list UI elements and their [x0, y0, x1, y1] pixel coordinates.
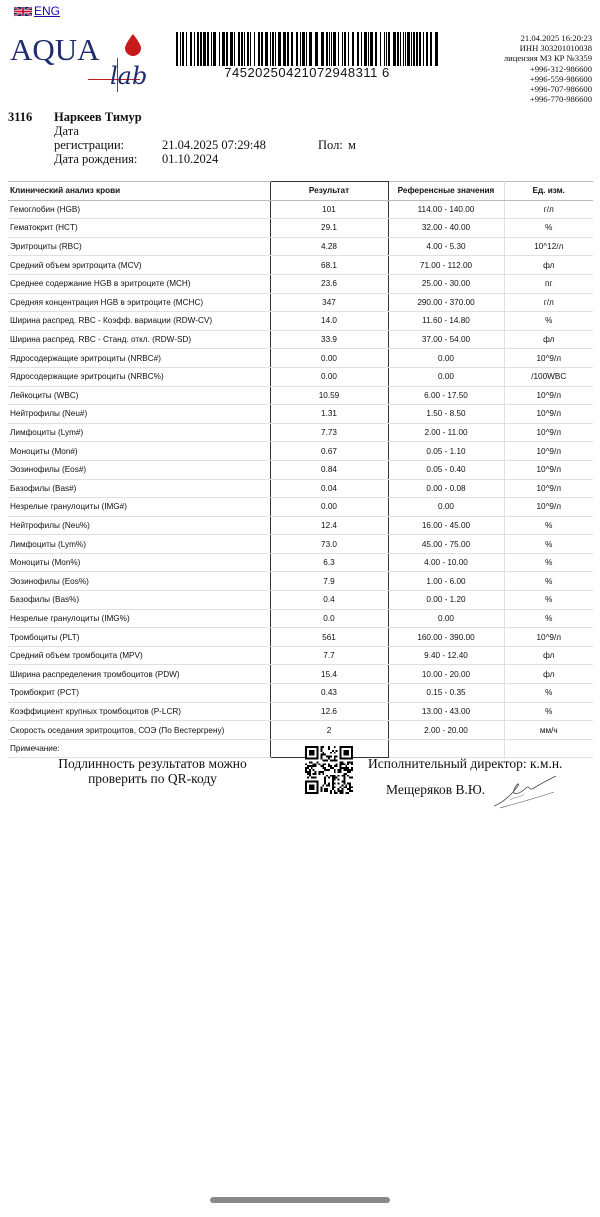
result-cell: 0.00: [270, 498, 388, 517]
unit-cell: %: [504, 702, 593, 721]
table-row: [8, 628, 593, 647]
license: лицензия МЗ КР №3359: [503, 53, 592, 64]
sex-value: м: [348, 138, 356, 152]
test-name-cell: Лимфоциты (Lym#): [8, 423, 270, 442]
result-cell: 0.00: [270, 349, 388, 368]
table-row: [8, 684, 593, 703]
unit-cell: г/л: [504, 293, 593, 312]
reference-cell: 2.00 - 11.00: [388, 423, 504, 442]
reference-cell: 0.00 - 1.20: [388, 591, 504, 610]
unit-cell: /100WBC: [504, 367, 593, 386]
test-name-cell: Базофилы (Bas#): [8, 479, 270, 498]
table-row: [8, 460, 593, 479]
result-cell: 0.67: [270, 442, 388, 461]
result-cell: 0.4: [270, 591, 388, 610]
table-row: [8, 442, 593, 461]
dob-value: 01.10.2024: [162, 152, 219, 166]
result-cell: 15.4: [270, 665, 388, 684]
registration-label: регистрации:: [54, 138, 125, 152]
table-row: [8, 237, 593, 256]
reference-cell: 25.00 - 30.00: [388, 274, 504, 293]
table-row: [8, 349, 593, 368]
reference-cell: 1.00 - 6.00: [388, 572, 504, 591]
table-row: [8, 516, 593, 535]
director-name: Мещеряков В.Ю.: [386, 782, 486, 797]
test-name-cell: Гемоглобин (HGB): [8, 200, 270, 219]
table-row: [8, 702, 593, 721]
table-header-row: [8, 182, 593, 201]
unit-cell: 10^9/л: [504, 349, 593, 368]
table-row: [8, 553, 593, 572]
language-switch[interactable]: [14, 4, 60, 18]
unit-cell: фл: [504, 256, 593, 275]
reference-cell: 114.00 - 140.00: [388, 200, 504, 219]
test-name-cell: Нейтрофилы (Neu#): [8, 405, 270, 424]
reference-cell: 0.00: [388, 498, 504, 517]
test-name-cell: Тромбокрит (PCT): [8, 684, 270, 703]
result-cell: 0.0: [270, 609, 388, 628]
test-name-cell: Скорость оседания эритроцитов, СОЭ (По Вестергрену): [8, 721, 270, 740]
unit-cell: %: [504, 684, 593, 703]
test-name-cell: Нейтрофилы (Neu%): [8, 516, 270, 535]
registration-value: 21.04.2025 07:29:48: [162, 138, 266, 152]
result-cell: 12.4: [270, 516, 388, 535]
reference-cell: 0.00 - 0.08: [388, 479, 504, 498]
reference-cell: 0.05 - 1.10: [388, 442, 504, 461]
table-row: [8, 367, 593, 386]
reference-cell: 11.60 - 14.80: [388, 312, 504, 331]
test-name-cell: Гематокрит (HCT): [8, 219, 270, 238]
unit-cell: 10^9/л: [504, 386, 593, 405]
result-cell: 7.9: [270, 572, 388, 591]
test-name-cell: Эритроциты (RBC): [8, 237, 270, 256]
test-name-cell: Ширина распределения тромбоцитов (PDW): [8, 665, 270, 684]
phone: +996-770-986600: [529, 94, 592, 105]
table-row: [8, 535, 593, 554]
reference-cell: 37.00 - 54.00: [388, 330, 504, 349]
unit-cell: фл: [504, 665, 593, 684]
result-cell: 0.04: [270, 479, 388, 498]
reference-cell: 0.00: [388, 349, 504, 368]
reference-cell: 9.40 - 12.40: [388, 646, 504, 665]
reference-cell: 160.00 - 390.00: [388, 628, 504, 647]
unit-cell: 10^9/л: [504, 423, 593, 442]
test-name-cell: Средний объем тромбоцита (MPV): [8, 646, 270, 665]
reference-cell: 6.00 - 17.50: [388, 386, 504, 405]
result-cell: 0.00: [270, 367, 388, 386]
test-name-cell: Эозинофилы (Eos#): [8, 460, 270, 479]
table-row: [8, 609, 593, 628]
table-row: [8, 572, 593, 591]
aqualab-logo: AQUA lab: [10, 32, 148, 90]
reference-cell: 10.00 - 20.00: [388, 665, 504, 684]
unit-cell: %: [504, 516, 593, 535]
blood-drop-icon: [125, 34, 141, 56]
unit-cell: мм/ч: [504, 721, 593, 740]
unit-cell: %: [504, 591, 593, 610]
table-row: [8, 665, 593, 684]
reference-cell: 13.00 - 43.00: [388, 702, 504, 721]
patient-name: Наркеев Тимур: [54, 110, 142, 124]
reference-cell: 16.00 - 45.00: [388, 516, 504, 535]
result-cell: 12.6: [270, 702, 388, 721]
test-name-cell: Лейкоциты (WBC): [8, 386, 270, 405]
test-name-cell: Примечание:: [8, 739, 270, 758]
test-name-cell: Ядросодержащие эритроциты (NRBC#): [8, 349, 270, 368]
result-cell: 347: [270, 293, 388, 312]
result-cell: 4.28: [270, 237, 388, 256]
table-row: [8, 386, 593, 405]
reference-cell: Референсные значения: [388, 182, 504, 201]
result-cell: 29.1: [270, 219, 388, 238]
unit-cell: %: [504, 572, 593, 591]
patient-id: 3116: [8, 110, 33, 124]
result-cell: 0.84: [270, 460, 388, 479]
test-name-cell: Средняя концентрация HGB в эритроците (MCHC): [8, 293, 270, 312]
test-name-cell: Среднее содержание HGB в эритроците (MCH): [8, 274, 270, 293]
unit-cell: 10^9/л: [504, 498, 593, 517]
reference-cell: 0.00: [388, 609, 504, 628]
unit-cell: пг: [504, 274, 593, 293]
unit-cell: 10^9/л: [504, 405, 593, 424]
table-row: [8, 721, 593, 740]
unit-cell: г/л: [504, 200, 593, 219]
result-cell: Результат: [270, 182, 388, 201]
sex-label: Пол:: [318, 138, 343, 152]
reference-cell: 32.00 - 40.00: [388, 219, 504, 238]
result-cell: 2: [270, 721, 388, 740]
result-cell: 33.9: [270, 330, 388, 349]
result-cell: 0.43: [270, 684, 388, 703]
qr-code[interactable]: [305, 746, 353, 794]
director-title: Исполнительный директор: к.м.н.: [368, 756, 563, 771]
unit-cell: 10^12/л: [504, 237, 593, 256]
result-cell: 10.59: [270, 386, 388, 405]
table-row: [8, 591, 593, 610]
uk-flag-icon: [14, 6, 32, 17]
test-name-cell: Моноциты (Mon%): [8, 553, 270, 572]
unit-cell: 10^9/л: [504, 628, 593, 647]
test-name-cell: Базофилы (Bas%): [8, 591, 270, 610]
table-row: [8, 646, 593, 665]
verify-note: Подлинность результатов можно проверить по QR-коду: [58, 756, 247, 786]
table-row: [8, 423, 593, 442]
table-row: [8, 219, 593, 238]
table-row: [8, 479, 593, 498]
table-row: [8, 405, 593, 424]
table-row: [8, 312, 593, 331]
test-name-cell: Ширина распред. RBC - Коэфф. вариации (RDW-CV): [8, 312, 270, 331]
signature: [490, 772, 560, 810]
table-row: [8, 330, 593, 349]
unit-cell: %: [504, 609, 593, 628]
unit-cell: 10^9/л: [504, 479, 593, 498]
result-cell: 7.73: [270, 423, 388, 442]
result-cell: 6.3: [270, 553, 388, 572]
unit-cell: фл: [504, 330, 593, 349]
unit-cell: Ед. изм.: [504, 182, 593, 201]
test-name-cell: Средний объем эритроцита (MCV): [8, 256, 270, 275]
print-datetime: 21.04.2025 16:20:23: [520, 33, 592, 43]
reference-cell: 0.15 - 0.35: [388, 684, 504, 703]
result-cell: 23.6: [270, 274, 388, 293]
reference-cell: 71.00 - 112.00: [388, 256, 504, 275]
reference-cell: 0.05 - 0.40: [388, 460, 504, 479]
table-row: [8, 256, 593, 275]
test-name-cell: Ядросодержащие эритроциты (NRBC%): [8, 367, 270, 386]
results-table: [8, 181, 593, 758]
test-name-cell: Лимфоциты (Lym%): [8, 535, 270, 554]
test-name-cell: Клинический анализ крови: [8, 182, 270, 201]
unit-cell: фл: [504, 646, 593, 665]
reference-cell: 2.00 - 20.00: [388, 721, 504, 740]
test-name-cell: Коэффициент крупных тромбоцитов (P-LCR): [8, 702, 270, 721]
phone: +996-707-986600: [529, 84, 592, 95]
result-cell: 561: [270, 628, 388, 647]
reference-cell: 1.50 - 8.50: [388, 405, 504, 424]
table-row: [8, 498, 593, 517]
reference-cell: 4.00 - 10.00: [388, 553, 504, 572]
reference-cell: 45.00 - 75.00: [388, 535, 504, 554]
lab-info: [504, 33, 592, 104]
table-row: [8, 274, 593, 293]
reference-cell: 4.00 - 5.30: [388, 237, 504, 256]
reference-cell: 290.00 - 370.00: [388, 293, 504, 312]
unit-cell: %: [504, 553, 593, 572]
test-name-cell: Тромбоциты (PLT): [8, 628, 270, 647]
table-row: [8, 293, 593, 312]
test-name-cell: Ширина распред. RBC - Станд. откл. (RDW-SD): [8, 330, 270, 349]
unit-cell: 10^9/л: [504, 442, 593, 461]
unit-cell: %: [504, 219, 593, 238]
dob-label: Дата рождения:: [54, 152, 138, 166]
barcode: [176, 32, 438, 66]
test-name-cell: Незрелые гранулоциты (IMG#): [8, 498, 270, 517]
test-name-cell: Эозинофилы (Eos%): [8, 572, 270, 591]
unit-cell: 10^9/л: [504, 460, 593, 479]
result-cell: 101: [270, 200, 388, 219]
result-cell: 73.0: [270, 535, 388, 554]
table-row: [8, 200, 593, 219]
test-name-cell: Незрелые гранулоциты (IMG%): [8, 609, 270, 628]
result-cell: 1.31: [270, 405, 388, 424]
test-name-cell: Моноциты (Mon#): [8, 442, 270, 461]
result-cell: 14.0: [270, 312, 388, 331]
phone: +996-559-986600: [529, 73, 592, 84]
result-cell: 7.7: [270, 646, 388, 665]
date-label: Дата: [54, 124, 79, 138]
reference-cell: 0.00: [388, 367, 504, 386]
result-cell: 68.1: [270, 256, 388, 275]
home-indicator[interactable]: [210, 1197, 390, 1203]
unit-cell: %: [504, 312, 593, 331]
barcode-number: 74520250421072948311 6: [224, 65, 390, 80]
inn: ИНН 303201010038: [519, 43, 592, 54]
lang-link[interactable]: ENG: [34, 4, 61, 18]
unit-cell: %: [504, 535, 593, 554]
phone: +996-312-986600: [529, 63, 592, 74]
